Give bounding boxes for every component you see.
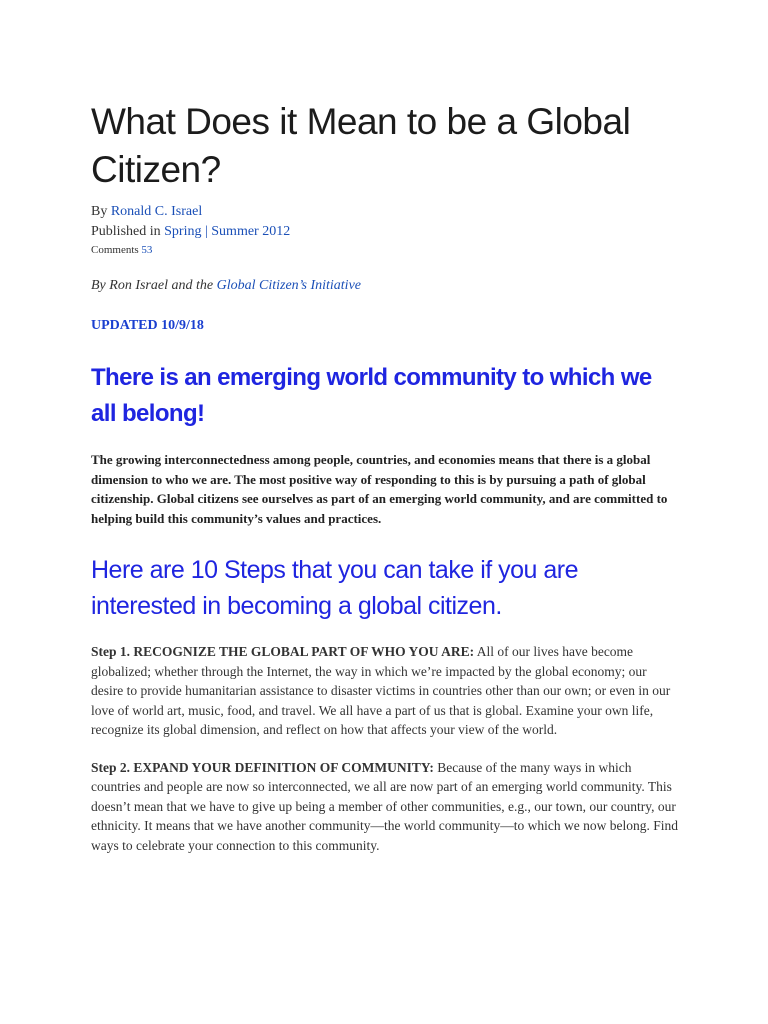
step-body: Because of the many ways in which countries and people are now so interconnected, we all are now part of an emerging world community. This doesn’t mean that we have to give up being a member of other communities, e.g., our town, our country, our ethnicity. It means that we have another community—the world community—to which we now belong. Find ways to celebrate your connection to this community. <box>91 759 679 853</box>
section-headline: There is an emerging world community to which we all belong! <box>91 364 652 427</box>
article <box>91 98 681 855</box>
step-body: All of our lives have become globalized; whether through the Internet, the way in which we’re impacted by the global economy; our desire to provide humanitarian assistance to disaster victims in countries other than our own; or even in our love of world art, music, food, and travel. We all have a part of us that is global. Examine your own life, recognize its global dimension, and reflect on how that affects your view of the world. <box>91 644 671 737</box>
step-title: Step 1. RECOGNIZE THE GLOBAL PART OF WHO YOU ARE: <box>91 644 475 659</box>
intro-paragraph: The growing interconnectedness among people, countries, and economies means that there is a global dimension to who we are. The most positive way of responding to this is by pursuing a path of global citizenship. Global citizens see ourselves as part of an emerging world community, and are committed to helping build this community’s values and practices. <box>91 452 668 526</box>
article-meta <box>91 202 681 258</box>
author-line <box>91 202 681 222</box>
step-paragraph <box>91 642 681 740</box>
step-paragraph <box>91 758 681 856</box>
step-title: Step 2. EXPAND YOUR DEFINITION OF COMMUNITY: <box>91 759 434 775</box>
issue-link[interactable]: Spring | Summer 2012 <box>164 224 291 239</box>
comments-label: Comments <box>91 244 142 256</box>
organization-link[interactable]: Global Citizen’s Initiative <box>216 278 361 293</box>
published-label: Published in <box>91 224 165 239</box>
byline <box>91 276 681 296</box>
byline-prefix: By Ron Israel and the <box>91 278 217 293</box>
comments-count-link[interactable]: 53 <box>141 244 153 256</box>
author-link[interactable]: Ronald C. Israel <box>110 204 203 219</box>
published-line <box>91 222 681 242</box>
updated-date: UPDATED 10/9/18 <box>91 318 204 333</box>
comments-line <box>91 242 681 258</box>
by-label: By <box>91 204 111 219</box>
article-title: What Does it Mean to be a Global Citizen? <box>91 101 631 190</box>
steps-heading: Here are 10 Steps that you can take if you are interested in becoming a global citizen. <box>91 556 579 620</box>
